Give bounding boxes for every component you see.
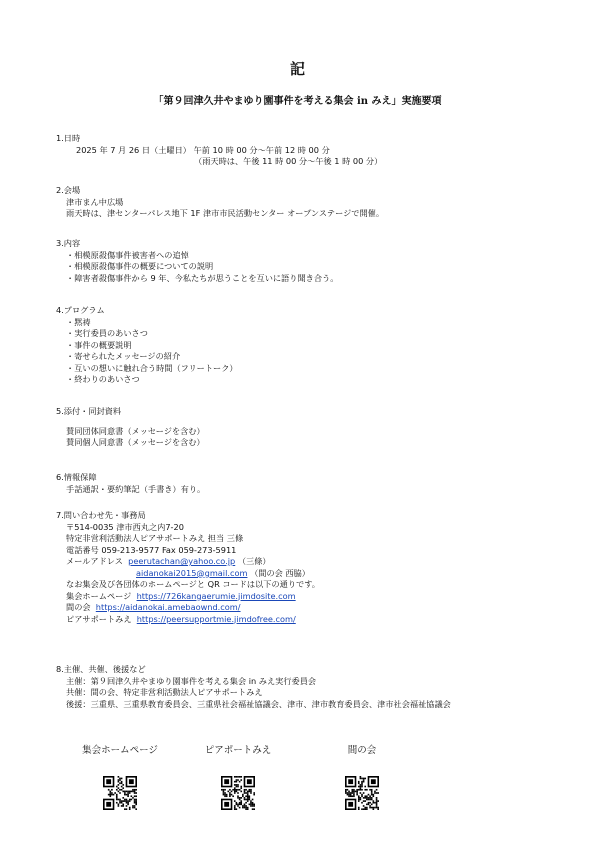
- section-title: 7.問い合わせ先・事務局: [56, 510, 146, 520]
- section-title: 4.プログラム: [56, 305, 105, 315]
- event-date: 2025 年 7 月 26 日（土曜日） 午前 10 時 00 分～午前 12 時 00 分: [76, 144, 330, 155]
- aida-label: 間の会: [66, 602, 91, 612]
- phone-fax: 電話番号 059-213-9577 Fax 059-273-5911: [66, 544, 237, 555]
- section-title: 8.主催、共催、後援など: [56, 664, 146, 674]
- list-item: ・実行委員のあいさつ: [66, 328, 148, 338]
- section-title: 1.日時: [56, 133, 81, 143]
- qr-code-icon[interactable]: [345, 776, 379, 810]
- mail-link-2[interactable]: aidanokai2015@gmail.com: [136, 567, 248, 578]
- section-title: 3.内容: [56, 238, 81, 248]
- section-content: [56, 238, 556, 284]
- list-item: ・寄せられたメッセージの紹介: [66, 351, 181, 361]
- section-organizers: [56, 664, 556, 710]
- homepage-line: [56, 591, 556, 603]
- list-item: ・事件の概要説明: [66, 339, 132, 350]
- peer-link[interactable]: https://peersupportmie.jimdofree.com/: [136, 613, 296, 624]
- section-title: 2.会場: [56, 185, 81, 195]
- mail-label: メールアドレス: [66, 556, 123, 566]
- cohost-line: 共催：間の会、特定非営利活動法人ピアサポートみえ: [66, 687, 263, 697]
- peer-label: ピアサポートみえ: [66, 613, 132, 624]
- qr-homepage: [70, 742, 170, 813]
- section-title: 6.情報保障: [56, 472, 97, 482]
- document-title: 「第９回津久井やまゆり園事件を考える集会 in みえ」実施要項: [153, 96, 442, 107]
- section-accessibility: [56, 472, 556, 495]
- mail-link-1[interactable]: peerutachan@yahoo.co.jp: [128, 556, 236, 566]
- homepage-note: なお集会及び各団体のホームページと QR コードは以下の通りです。: [66, 579, 320, 589]
- accessibility-text: 手話通訳・要約筆記（手書き）有り。: [66, 483, 206, 494]
- homepage-link[interactable]: https://726kangaerumie.jimdosite.com: [136, 590, 296, 601]
- section-program: [56, 305, 556, 386]
- homepage-label: 集会ホームページ: [66, 590, 132, 601]
- venue-place: 津市まん中広場: [66, 196, 124, 207]
- section-contact: [56, 510, 556, 625]
- qr-label: 集会ホームページ: [82, 745, 158, 756]
- qr-code-icon[interactable]: [103, 776, 137, 810]
- qr-code-icon[interactable]: [221, 776, 255, 810]
- aida-line: [56, 602, 556, 614]
- list-item: ・黙祷: [66, 316, 91, 327]
- host-line: 主催：第９回津久井やまゆり園事件を考える集会 in みえ実行委員会: [66, 675, 317, 686]
- section-title: 5.添付・同封資料: [56, 406, 122, 416]
- list-item: ・障害者殺傷事件から 9 年、今私たちが思うことを互いに語り聞き合う。: [66, 272, 339, 283]
- list-item: ・相模原殺傷事件被害者への追悼: [66, 249, 189, 260]
- qr-label: 間の会: [347, 745, 377, 756]
- postal-address: 〒514-0035 津市西丸之内7-20: [66, 521, 184, 532]
- support-line: 後援：三重県、三重県教育委員会、三重県社会福祉協議会、津市、津市教育委員会、津市社会福祉協議会: [66, 698, 451, 709]
- section-attachments: [56, 406, 556, 449]
- aida-link[interactable]: https://aidanokai.amebaownd.com/: [95, 602, 241, 612]
- peer-line: [56, 614, 556, 626]
- heading-ki: 記: [289, 60, 305, 78]
- list-item: 賛同団体同意書（メッセージを含む）: [66, 425, 205, 436]
- qr-label: ピアポートみえ: [204, 745, 272, 756]
- mail-line-1: [56, 556, 556, 568]
- list-item: ・終わりのあいさつ: [66, 374, 140, 384]
- mail-note-1: （三條）: [237, 556, 271, 566]
- venue-rain: 雨天時は、津センターパレス地下 1F 津市市民活動センター オープンステージで開催。: [66, 208, 385, 218]
- mail-line-2: [56, 568, 556, 580]
- qr-peer: [188, 742, 288, 813]
- list-item: ・相模原殺傷事件の概要についての説明: [66, 261, 214, 271]
- rain-time: （雨天時は、午後 11 時 00 分～午後 1 時 00 分）: [194, 156, 383, 166]
- qr-aida: [312, 742, 412, 813]
- organization: 特定非営利活動法人ピアサポートみえ 担当 三條: [66, 533, 244, 543]
- section-venue: [56, 185, 556, 220]
- mail-note-2: （間の会 西脇）: [250, 567, 310, 578]
- list-item: 賛同個人同意書（メッセージを含む）: [66, 437, 205, 447]
- list-item: ・互いの想いに触れ合う時間（フリートーク）: [66, 362, 238, 373]
- section-datetime: [56, 133, 556, 168]
